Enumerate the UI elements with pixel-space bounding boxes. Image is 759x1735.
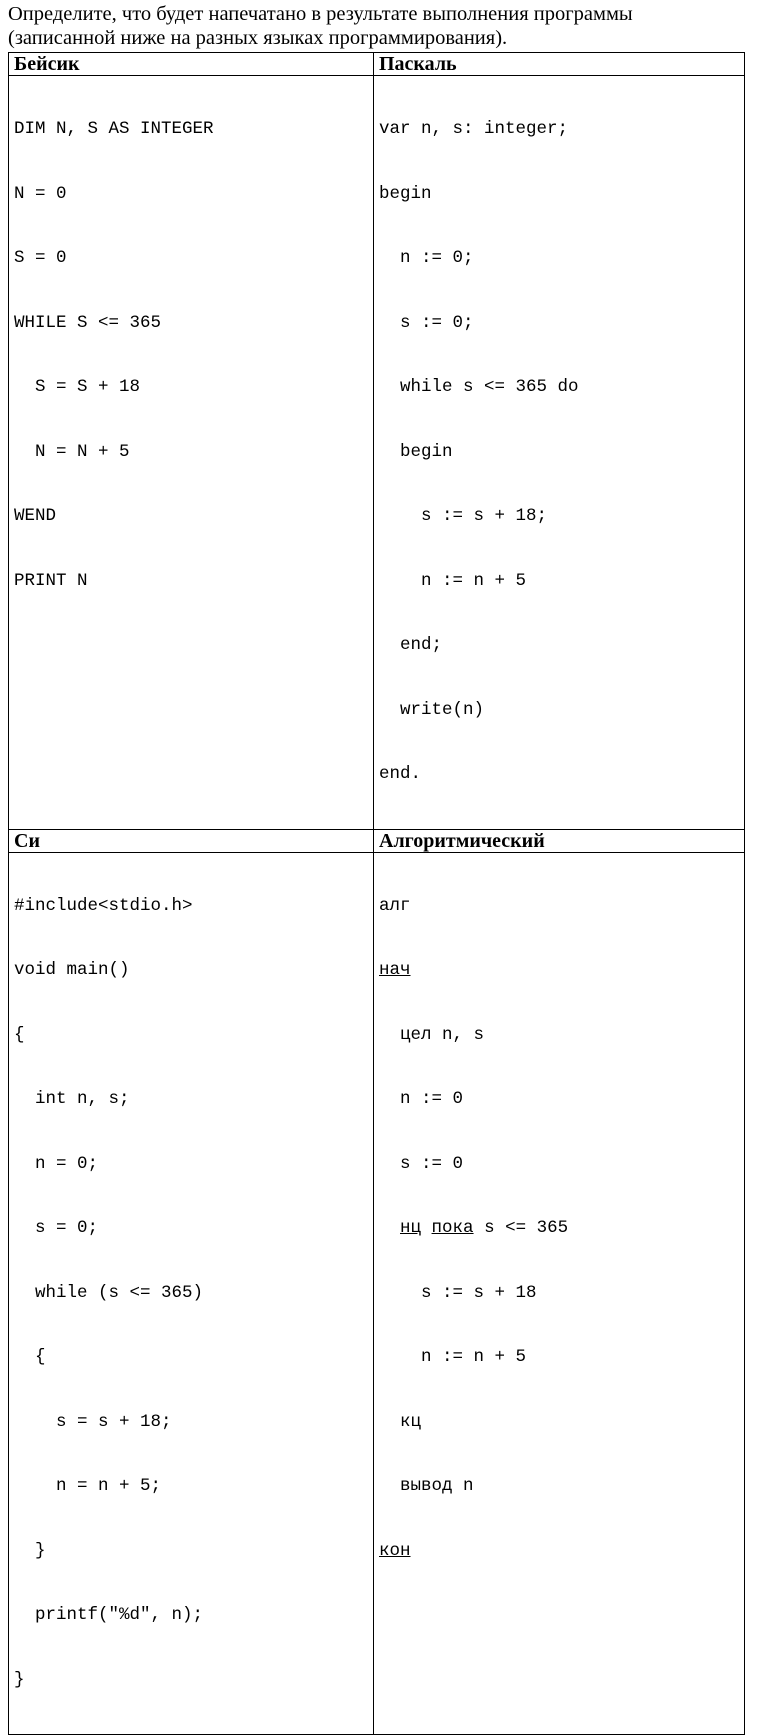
code-line: write(n)	[379, 699, 485, 720]
code-line: n := n + 5	[379, 570, 527, 591]
code-row-top	[9, 76, 745, 830]
header-row-top	[9, 53, 745, 76]
code-line: begin	[379, 183, 432, 204]
code-line: N = 0	[14, 183, 67, 204]
code-line: алг	[379, 895, 411, 916]
indent	[379, 1218, 400, 1238]
code-line: WHILE S <= 365	[14, 312, 162, 333]
loop-condition: s <= 365	[473, 1218, 569, 1238]
code-line: n = n + 5;	[14, 1476, 162, 1496]
code-line: {	[14, 1347, 46, 1367]
pascal-code	[374, 76, 745, 830]
keyword-nach: нач	[379, 960, 411, 980]
code-line: while (s <= 365)	[14, 1282, 204, 1303]
header-row-bottom	[9, 829, 745, 852]
code-line: S = 0	[14, 248, 67, 268]
task-text-line-1: Определите, что будет напечатано в результате выполнения программы	[8, 3, 633, 25]
code-line: #include<stdio.h>	[14, 895, 193, 916]
code-line: S = S + 18	[14, 377, 141, 397]
code-line: var n, s: integer;	[379, 119, 569, 139]
code-line	[379, 1218, 744, 1240]
basic-header: Бейсик	[9, 53, 374, 76]
code-line: }	[14, 1540, 46, 1561]
code-line: begin	[379, 441, 453, 462]
code-line: кц	[379, 1411, 422, 1432]
basic-code	[9, 76, 374, 830]
code-line: s := 0;	[379, 312, 474, 333]
code-line: PRINT N	[14, 570, 88, 591]
code-line: }	[14, 1669, 25, 1690]
code-line: n := 0;	[379, 248, 474, 268]
task-text-line-2: (записанной ниже на разных языках программирования).	[8, 27, 508, 49]
code-line: int n, s;	[14, 1089, 130, 1109]
code-line: n := n + 5	[379, 1347, 527, 1367]
code-line: end.	[379, 764, 422, 784]
keyword-poka: пока	[431, 1218, 474, 1238]
code-line: end;	[379, 635, 443, 655]
code-line	[379, 1541, 744, 1563]
code-line: n := 0	[379, 1089, 464, 1109]
code-line: printf("%d", n);	[14, 1605, 204, 1625]
code-line	[379, 960, 744, 982]
code-line: void main()	[14, 960, 130, 980]
keyword-nc: нц	[400, 1218, 422, 1238]
program-table	[8, 52, 745, 1735]
code-line: {	[14, 1024, 25, 1045]
code-line: s = 0;	[14, 1218, 99, 1238]
code-line: s := 0	[379, 1153, 464, 1174]
algo-header: Алгоритмический	[374, 829, 745, 852]
c-header: Си	[9, 829, 374, 852]
code-line: s := s + 18	[379, 1282, 537, 1303]
code-line: s = s + 18;	[14, 1411, 172, 1432]
code-line: s := s + 18;	[379, 506, 548, 526]
code-line: n = 0;	[14, 1153, 99, 1174]
code-line: N = N + 5	[14, 441, 130, 462]
code-line: вывод n	[379, 1476, 474, 1496]
code-line: DIM N, S AS INTEGER	[14, 119, 214, 139]
algo-code	[374, 852, 745, 1735]
keyword-kon: кон	[379, 1540, 411, 1561]
code-line: цел n, s	[379, 1024, 485, 1045]
task-statement	[8, 2, 756, 50]
code-row-bottom	[9, 852, 745, 1735]
c-code	[9, 852, 374, 1735]
code-line: while s <= 365 do	[379, 377, 579, 397]
code-line: WEND	[14, 506, 57, 526]
pascal-header: Паскаль	[374, 53, 745, 76]
